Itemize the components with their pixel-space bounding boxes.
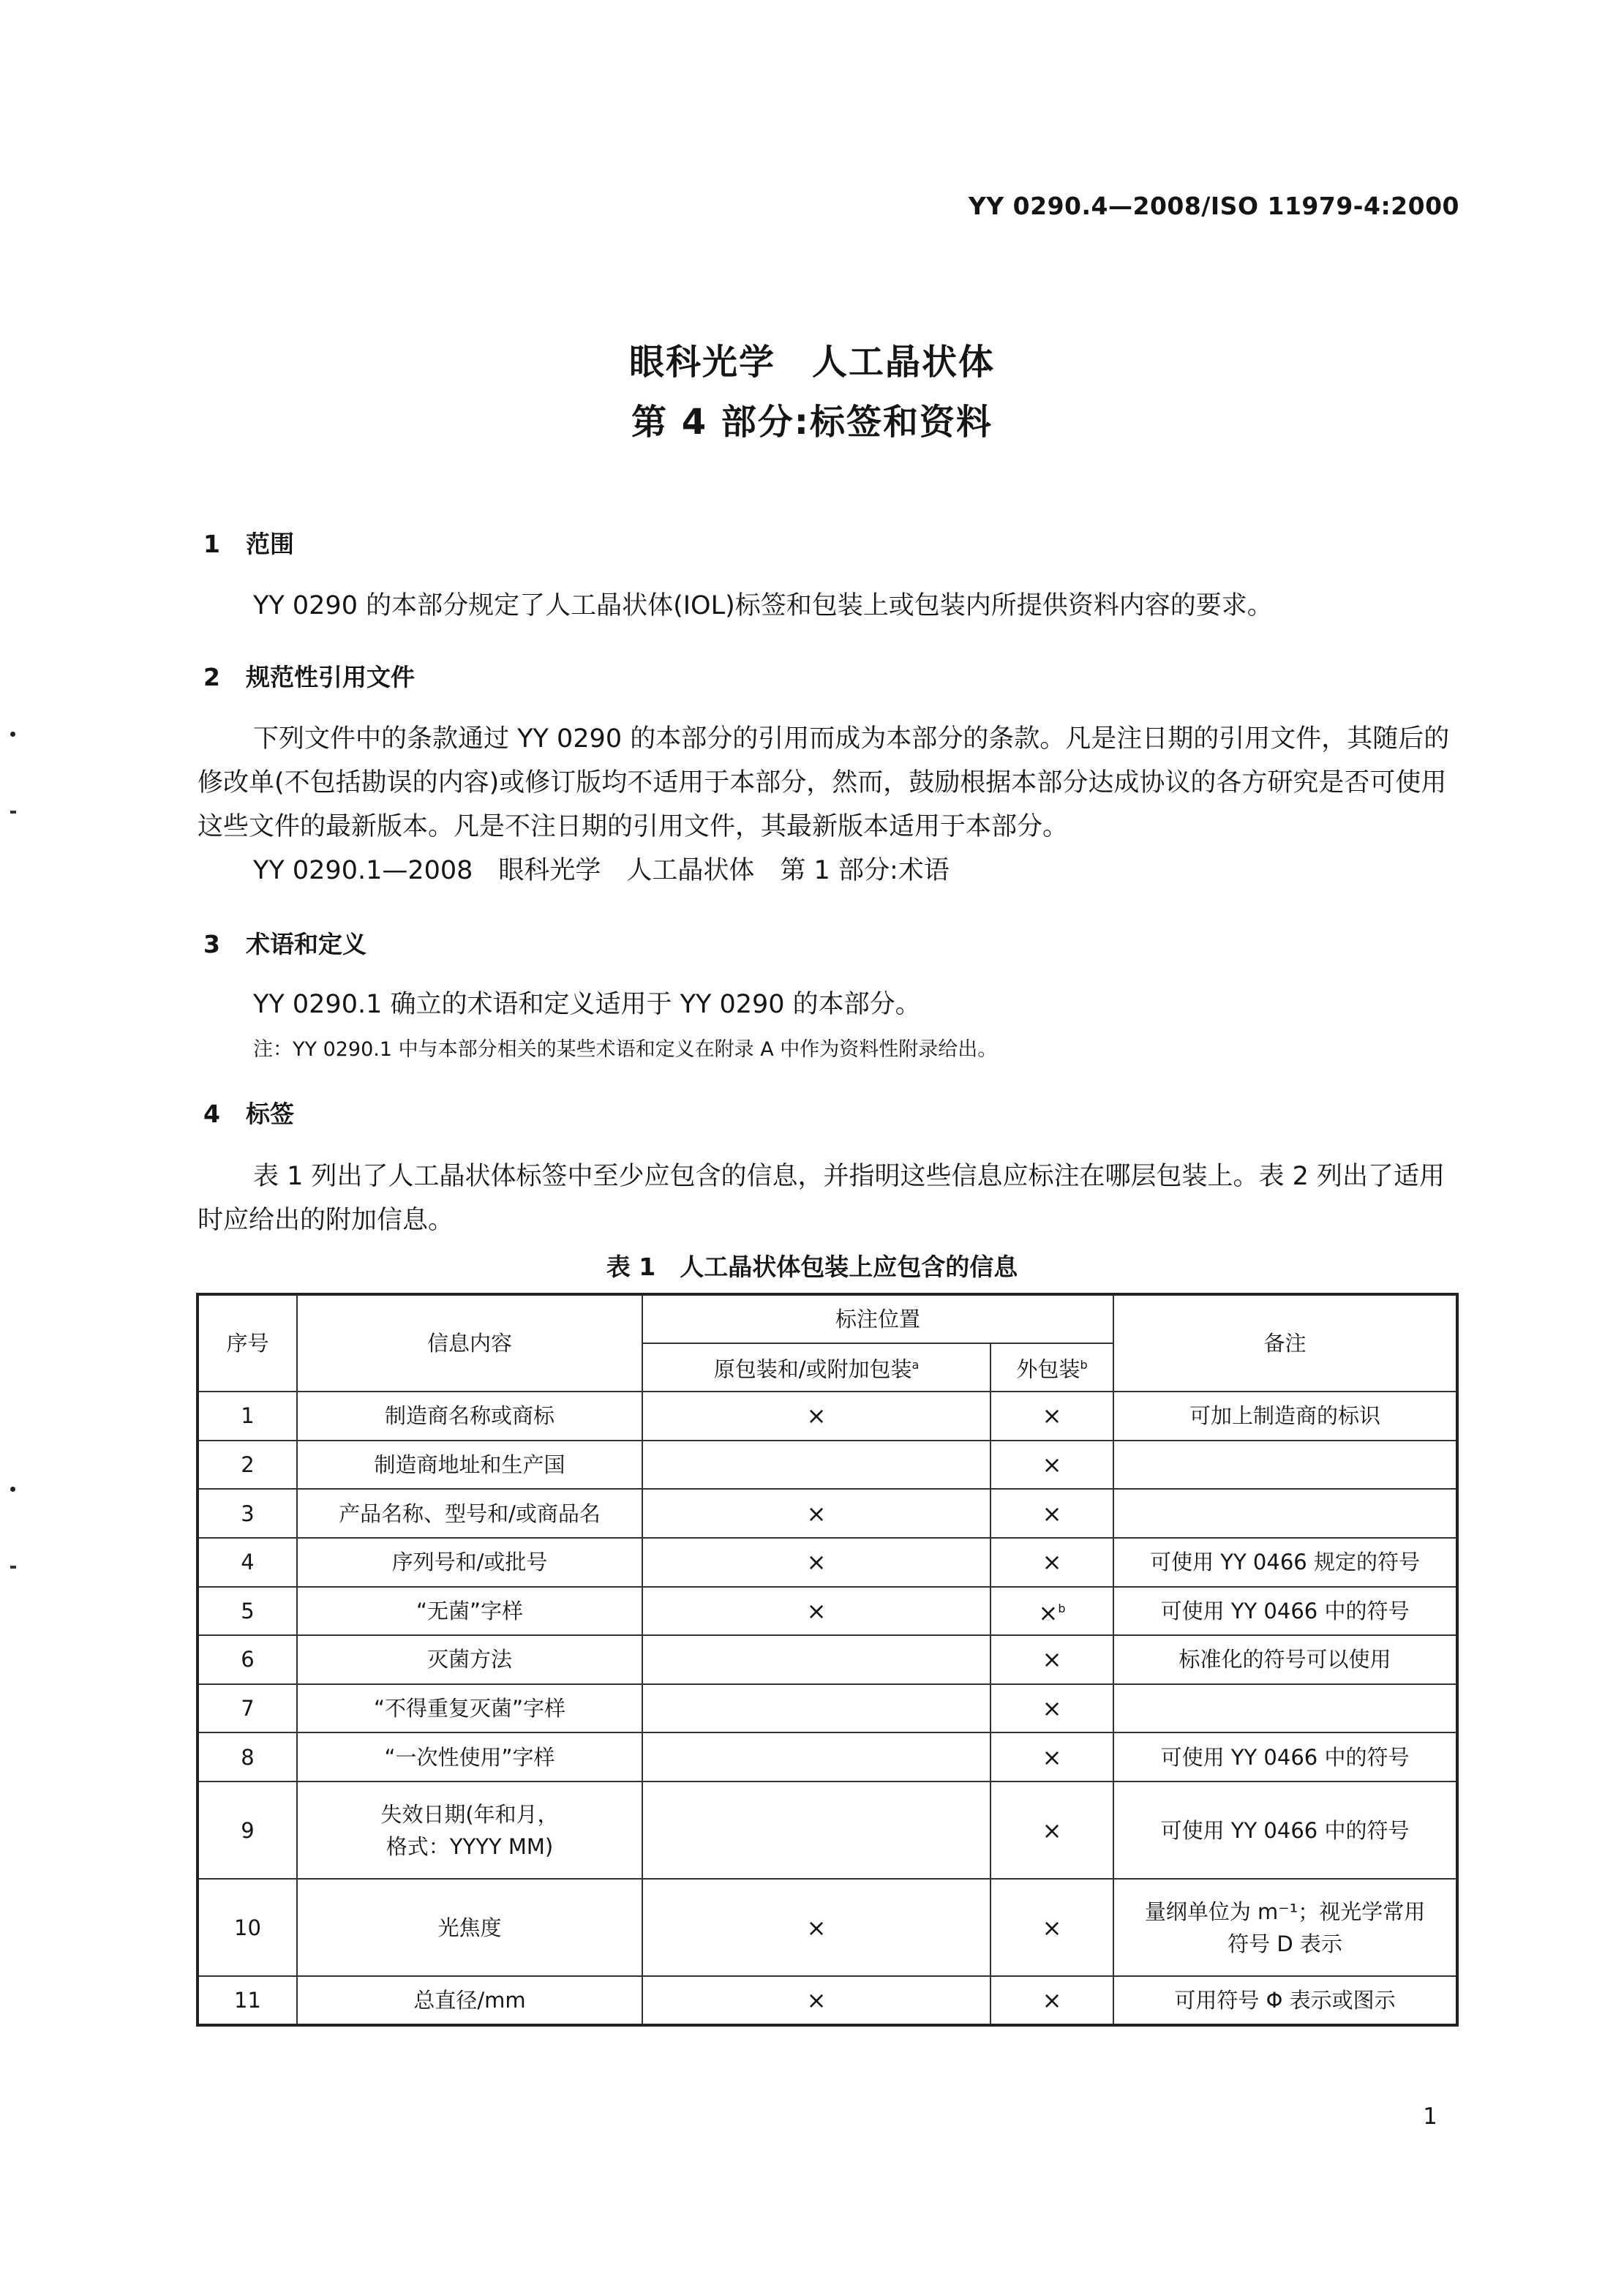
table-row: 8 “一次性使用”字样 × 可使用 YY 0466 中的符号 — [198, 1732, 1457, 1781]
header-content: 信息内容 — [297, 1294, 642, 1392]
scan-mark — [10, 811, 16, 814]
section-title: 术语和定义 — [246, 930, 366, 958]
section-title: 标签 — [246, 1100, 294, 1128]
section-heading-4 — [203, 1095, 294, 1130]
header-seq: 序号 — [198, 1294, 297, 1392]
paragraph: 下列文件中的条款通过 YY 0290 的本部分的引用而成为本部分的条款。凡是注日期的引用文件，其随后的修改单(不包括勘误的内容)或修订版均不适用于本部分，然而，鼓励根据本部分达成协议的各方研究是否可使用这些文件的最新版本。凡是不注日期的引用文件，其最新版本适用于本部分。 — [198, 724, 1450, 841]
table-row: 5 “无菌”字样 × ×$^b$ 可使用 YY 0466 中的符号 — [198, 1587, 1457, 1636]
footnote-a: a — [911, 1358, 920, 1373]
info-table — [196, 1293, 1459, 2027]
section-4-body — [198, 1154, 1463, 1242]
table-row: 11 总直径/mm × × 可用符号 Φ 表示或图示 — [198, 1976, 1457, 2025]
scan-mark — [10, 1566, 16, 1569]
scan-mark — [10, 1487, 15, 1492]
normative-reference: YY 0290.1—2008 眼科光学 人工晶状体 第 1 部分:术语 — [253, 856, 950, 885]
section-2-body — [198, 717, 1463, 893]
section-number: 3 — [203, 930, 220, 958]
document-title: 眼科光学 人工晶状体 — [628, 342, 995, 383]
header-primary-package: 原包装和/或附加包装$^a$ — [642, 1343, 990, 1392]
table-row: 1 制造商名称或商标 × × 可加上制造商的标识 — [198, 1392, 1457, 1441]
header-outer-package: 外包装$^b$ — [990, 1343, 1113, 1392]
section-number: 1 — [203, 530, 220, 558]
table-row: 9 失效日期(年和月， 格式：YYYY MM) × 可使用 YY 0466 中的符号 — [198, 1781, 1457, 1879]
section-number: 2 — [203, 663, 220, 691]
header-location: 标注位置 — [642, 1294, 1113, 1343]
paragraph: 表 1 列出了人工晶状体标签中至少应包含的信息，并指明这些信息应标注在哪层包装上。表 2 列出了适用时应给出的附加信息。 — [198, 1162, 1446, 1235]
section-title: 范围 — [246, 530, 294, 558]
header-remark: 备注 — [1113, 1294, 1457, 1392]
table-row: 3 产品名称、型号和/或商品名 × × — [198, 1489, 1457, 1538]
section-1-body — [198, 584, 1463, 628]
document-subtitle: 第 4 部分:标签和资料 — [631, 402, 993, 443]
table-row: 6 灭菌方法 × 标准化的符号可以使用 — [198, 1635, 1457, 1684]
table-row: 2 制造商地址和生产国 × — [198, 1441, 1457, 1490]
section-heading-2 — [203, 658, 415, 693]
section-heading-3 — [203, 926, 366, 960]
section-3-body — [198, 983, 1463, 1026]
section-heading-1 — [203, 525, 294, 560]
section-number: 4 — [203, 1100, 220, 1128]
section-title: 规范性引用文件 — [246, 663, 415, 691]
footnote-b: b — [1080, 1358, 1088, 1373]
page-number: 1 — [1423, 2103, 1437, 2130]
note: 注：YY 0290.1 中与本部分相关的某些术语和定义在附录 A 中作为资料性附录给出。 — [253, 1038, 998, 1061]
paragraph: YY 0290 的本部分规定了人工晶状体(IOL)标签和包装上或包装内所提供资料内容的要求。 — [253, 591, 1273, 620]
table-row: 4 序列号和/或批号 × × 可使用 YY 0466 规定的符号 — [198, 1538, 1457, 1587]
scan-mark — [10, 732, 15, 737]
table-row: 10 光焦度 × × 量纲单位为 m⁻¹；视光学常用 符号 D 表示 — [198, 1879, 1457, 1976]
table-row: 7 “不得重复灭菌”字样 × — [198, 1684, 1457, 1733]
paragraph: YY 0290.1 确立的术语和定义适用于 YY 0290 的本部分。 — [253, 990, 921, 1019]
standard-code: YY 0290.4—2008/ISO 11979-4:2000 — [968, 192, 1459, 220]
footnote-b: b — [1058, 1602, 1066, 1616]
table-caption: 表 1 人工晶状体包装上应包含的信息 — [606, 1253, 1018, 1281]
